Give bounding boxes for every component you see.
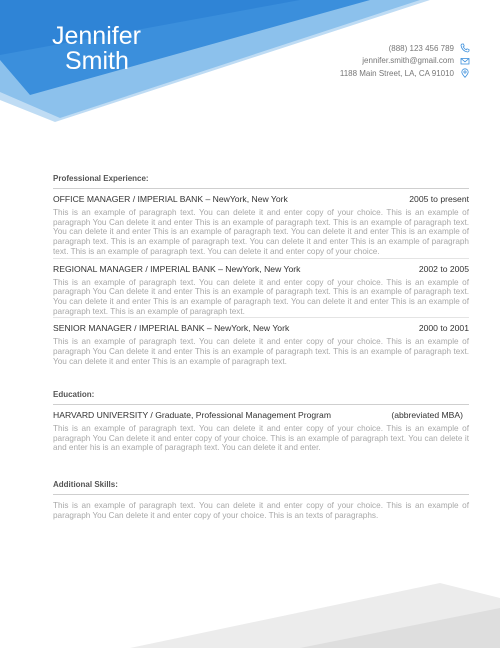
envelope-icon (460, 56, 470, 66)
address-text: 1188 Main Street, LA, CA 91010 (339, 68, 454, 78)
address-row (340, 67, 470, 80)
job-description: This is an example of paragraph text. You can delete it and enter copy of your choice. This is an example of paragraph You Can delete it and enter This is an example of paragraph text. This is an example of paragraph text. You can delete it and enter This is an example of paragraph text. You can delete it and enter This is an example of paragraph text. This is an example of paragraph text. You can delete it and enter This is an example of paragraph text. This is an example of paragraph text. You can delete it and enter copy of your choice. (53, 208, 469, 259)
candidate-name (52, 24, 141, 74)
contact-block (340, 42, 470, 80)
email-text: jennifer.smith@gmail.com (362, 56, 454, 66)
education-entry-head (53, 410, 469, 421)
skills-section (53, 480, 469, 521)
job-dates: 2002 to 2005 (418, 263, 469, 274)
job-description: This is an example of paragraph text. You can delete it and enter copy of your choice. This is an example of paragraph You Can delete it and enter This is an example of paragraph text. This is an example of paragraph text. You can delete it and enter This is an example of paragraph text. You can delete it and enter This is an example of paragraph text. This is an example of paragraph text. (53, 278, 469, 319)
job-title: REGIONAL MANAGER / IMPERIAL BANK – NewYork, New York (53, 263, 301, 274)
experience-section (53, 174, 469, 367)
experience-title: Professional Experience: (53, 174, 469, 189)
job-dates: 2000 to 2001 (418, 323, 469, 334)
job-description: This is an example of paragraph text. You can delete it and enter copy of your choice. This is an example of paragraph You Can delete it and enter This is an example of paragraph text. This is an example of paragraph text. You can delete it and enter This is an example of paragraph text. (53, 337, 469, 366)
job-title: OFFICE MANAGER / IMPERIAL BANK – NewYork, New York (53, 194, 288, 204)
phone-text: (888) 123 456 789 (388, 43, 454, 53)
skills-description: This is an example of paragraph text. You can delete it and enter copy of your choice. This is an example of paragraph You Can delete it and enter copy of your choice. This is an texts of paragraphs. (53, 501, 469, 520)
phone-row (340, 42, 470, 55)
skills-title: Additional Skills: (53, 480, 469, 495)
school-title: HARVARD UNIVERSITY / Graduate, Professional Management Program (53, 410, 331, 420)
first-name: Jennifer (52, 22, 141, 50)
phone-icon (460, 43, 470, 53)
education-title: Education: (53, 390, 469, 405)
education-section (53, 390, 469, 454)
email-row (340, 55, 470, 68)
job-title: SENIOR MANAGER / IMPERIAL BANK – NewYork, New York (53, 323, 290, 334)
experience-entry-head (53, 194, 469, 205)
location-pin-icon (460, 68, 470, 78)
job-dates: 2005 to present (409, 194, 469, 204)
experience-entry-head (53, 264, 469, 275)
footer-decoration (0, 578, 500, 648)
degree-note: (abbreviated MBA) (391, 410, 463, 420)
education-description: This is an example of paragraph text. You can delete it and enter copy of your choice. This is an example of paragraph You Can delete it and enter copy of your choice. This is an example of paragraph text. You can delete it and enter his is an example of paragraph text. You can delete it and enter. (53, 424, 469, 453)
experience-entry-head (53, 323, 469, 334)
last-name: Smith (65, 47, 129, 75)
